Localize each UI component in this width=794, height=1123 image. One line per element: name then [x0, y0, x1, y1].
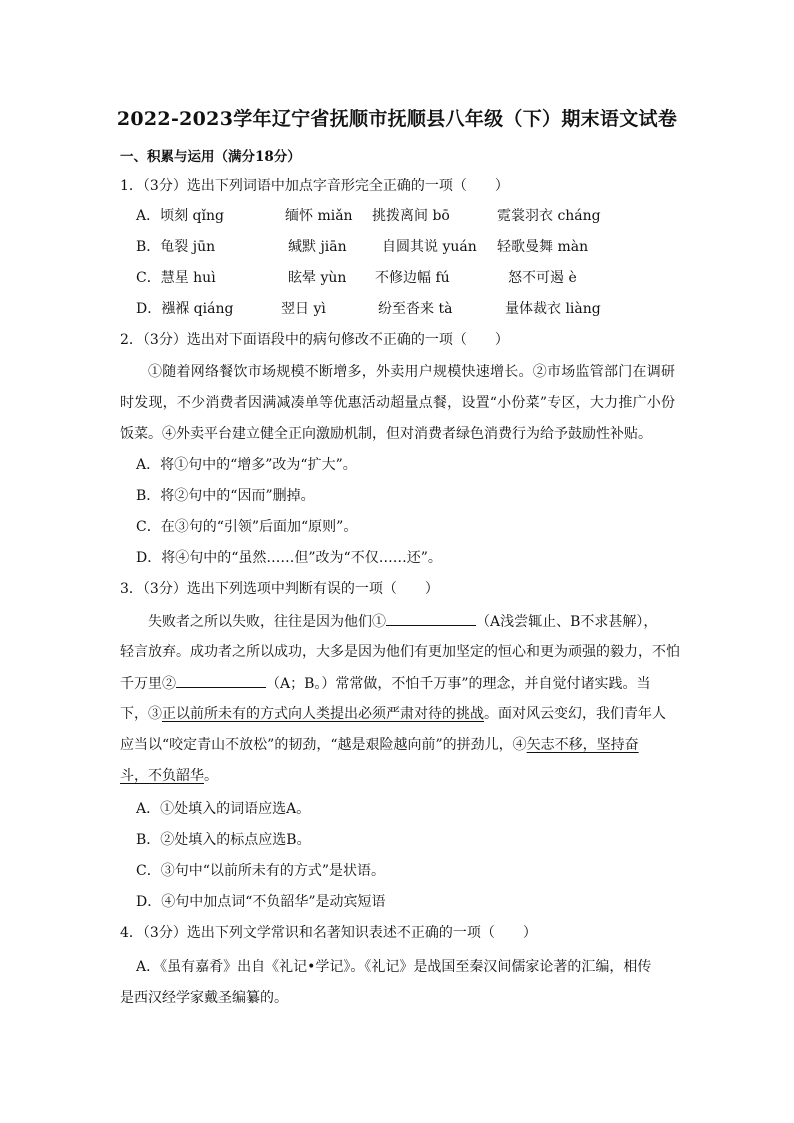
question-2-stem: 2．（3分）选出对下面语段中的病句修改不正确的一项（ ） [120, 332, 509, 348]
q2-option-c: C．在③句的“引领”后面加“原则”。 [136, 519, 358, 535]
q1-b-word-1: B．龟裂 jūn [136, 239, 216, 255]
q1-b-word-3: 自圆其说 yuán [382, 239, 477, 255]
q3-underlined-sentence-3: 正以前所未有的方式向人类提出必须严肃对待的挑战 [162, 706, 484, 722]
q3-passage-line-6 [120, 766, 218, 786]
question-3-stem: 3．（3分）选出下列选项中判断有误的一项（ ） [120, 581, 439, 597]
question-2-passage: ①随着网络餐饮市场规模不断增多，外卖用户规模快速增长。②市场监管部门在调研时发现，不少消费者因满减凑单等优惠活动超量点餐，设置“小份菜”专区，大力推广小份饭菜。④外卖平台建立健全正向激励机制，但对消费者绿色消费行为给予鼓励性补贴。 [120, 364, 675, 442]
q3-underlined-sentence-4b: 斗，不负韶华 [120, 768, 204, 784]
q3-option-c: C．③句中“以前所未有的方式”是状语。 [136, 863, 386, 879]
q1-b-word-4: 轻歌曼舞 màn [497, 239, 589, 255]
q2-option-d: D．将④句中的“虽然……但”改为“不仅……还”。 [136, 550, 442, 566]
q1-b-word-2: 缄默 jiān [288, 239, 347, 255]
q1-a-word-4: 霓裳羽衣 cháng [497, 208, 601, 224]
q4-option-a-line-2: 是西汉经学家戴圣编纂的。 [120, 990, 288, 1006]
q3-line4-tail: 。面对风云变幻，我们青年人 [484, 706, 666, 722]
q3-line3-text: 千万里② [120, 676, 176, 692]
q1-a-word-3: 挑拨离间 bō [372, 208, 450, 224]
exam-title: 2022-2023学年辽宁省抚顺市抚顺县八年级（下）期末语文试卷 [116, 108, 678, 130]
q3-passage-line-2: 轻言放弃。成功者之所以成功，大多是因为他们有更加坚定的恒心和更为顽强的毅力，不怕 [120, 644, 680, 660]
q1-a-word-1: A．顷刻 qǐng [136, 208, 224, 224]
q3-line1-options: （A浅尝辄止、B不求甚解）， [476, 614, 658, 630]
q3-option-b: B．②处填入的标点应选B。 [136, 832, 311, 848]
q4-option-a-line-1: A．《虽有嘉肴》出自《礼记•学记》。《礼记》是战国至秦汉间儒家论著的汇编，相传 [136, 959, 652, 975]
q3-line3-tail: （A；B。）常常做，不怕千万事”的理念，并自觉付诸实践。当 [266, 676, 651, 692]
q3-line1-text: 失败者之所以失败，往往是因为他们① [148, 614, 386, 630]
q3-passage-line-3 [120, 673, 651, 694]
q1-d-word-2: 翌日 yì [281, 301, 326, 317]
section-heading: 一、积累与运用（满分18分） [120, 149, 301, 165]
q3-blank-2 [176, 673, 266, 688]
q3-blank-1 [386, 611, 476, 626]
q1-c-word-4: 怒不可遏 è [508, 270, 577, 286]
q3-passage-line-1 [148, 611, 657, 632]
q3-option-a: A．①处填入的词语应选A。 [136, 801, 311, 817]
q3-underlined-sentence-4a: 矢志不移，坚持奋 [526, 737, 639, 753]
q1-d-word-1: D．襁褓 qiáng [136, 301, 234, 317]
q2-option-b: B．将②句中的“因而”删掉。 [136, 488, 315, 504]
question-4-stem: 4．（3分）选出下列文学常识和名著知识表述不正确的一项（ ） [120, 925, 537, 941]
q3-option-d: D．④句中加点词“不负韶华”是动宾短语 [136, 894, 386, 910]
q1-c-word-2: 眩晕 yùn [288, 270, 347, 286]
q3-line5-text: 应当以“咬定青山不放松”的韧劲，“越是艰险越向前”的拼劲儿，④ [120, 737, 527, 753]
q1-c-word-1: C．慧星 huì [136, 270, 216, 286]
q1-d-word-4: 量体裁衣 liàng [505, 301, 601, 317]
q3-passage-line-4 [120, 704, 666, 724]
question-1-stem: 1．（3分）选出下列词语中加点字音形完全正确的一项（ ） [120, 178, 509, 194]
q3-passage-line-5 [120, 735, 639, 755]
q3-line6-tail: 。 [204, 768, 218, 784]
q1-d-word-3: 纷至沓来 tà [378, 301, 453, 317]
q1-c-word-3: 不修边幅 fú [375, 270, 450, 286]
q2-option-a: A．将①句中的“增多”改为“扩大”。 [136, 457, 357, 473]
q3-line4-text: 下，③ [120, 706, 162, 722]
q1-a-word-2: 缅怀 miǎn [285, 208, 353, 224]
